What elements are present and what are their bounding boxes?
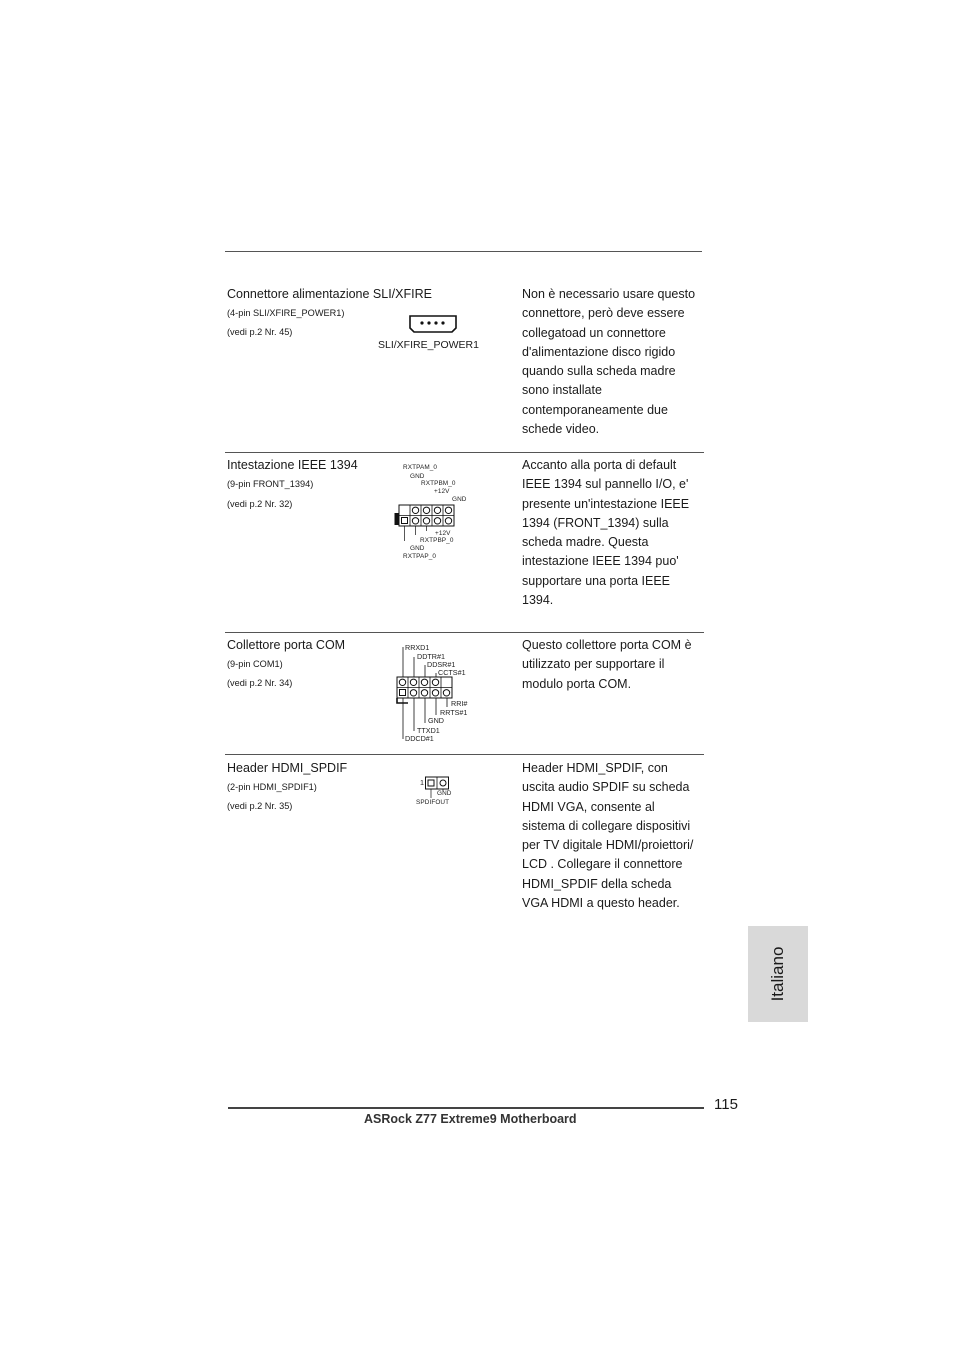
desc-line: d'alimentazione disco rigido [522, 344, 676, 359]
desc-line: sono installate [522, 383, 602, 398]
desc-line: utilizzato per supportare il [522, 657, 665, 672]
desc-line: modulo porta COM. [522, 676, 632, 691]
page-number: 115 [714, 1096, 738, 1113]
desc-line: schede video. [522, 422, 600, 437]
pin-label: GND [437, 790, 452, 797]
desc-line: Questo collettore porta COM è [522, 638, 692, 652]
desc-line: Accanto alla porta di default [522, 458, 677, 472]
section-title: Header HDMI_SPDIF [227, 761, 348, 775]
section-divider [225, 632, 704, 633]
pin-label: RXTPBM_0 [421, 480, 456, 487]
pin-label: +12V [435, 530, 451, 537]
page-reference: (vedi p.2 Nr. 35) [227, 801, 293, 811]
pin-one-marker: 1 [420, 778, 424, 787]
desc-line: VGA HDMI a questo header. [522, 896, 680, 911]
section-title: Connettore alimentazione SLI/XFIRE [227, 287, 432, 301]
desc-line: LCD . Collegare il connettore [522, 857, 683, 872]
pin-label: RXTPAP_0 [403, 553, 437, 560]
pin-label: RXTPBP_0 [420, 537, 454, 544]
section-title: Collettore porta COM [227, 638, 346, 652]
language-tab [748, 926, 808, 1022]
pin-label: RRI# [451, 699, 468, 708]
desc-line: HDMI VGA, consente al [522, 799, 655, 814]
desc-line: connettore, però deve essere [522, 306, 685, 321]
top-divider [225, 251, 702, 252]
pin-spec: (2-pin HDMI_SPDIF1) [227, 782, 317, 792]
pin-label: SPDIFOUT [416, 799, 450, 806]
desc-line: presente un'intestazione IEEE [522, 496, 690, 511]
pin-spec: (9-pin FRONT_1394) [227, 479, 314, 489]
desc-line: quando sulla scheda madre [522, 364, 676, 379]
desc-line: sistema di collegare dispositivi [522, 818, 691, 833]
pin-label: RRTS#1 [440, 708, 468, 717]
desc-line: Header HDMI_SPDIF, con [522, 761, 668, 775]
section-divider [225, 754, 704, 755]
desc-line: uscita audio SPDIF su scheda [522, 780, 690, 795]
desc-line: intestazione IEEE 1394 puo' [522, 554, 679, 569]
pin-label: +12V [434, 488, 450, 495]
pin-label: DDSR#1 [427, 660, 456, 669]
pin-label: GND [410, 473, 425, 480]
section-description [522, 759, 693, 913]
footer-divider [228, 1107, 704, 1109]
page-reference: (vedi p.2 Nr. 45) [227, 327, 293, 337]
desc-line: 1394 (FRONT_1394) sulla [522, 515, 669, 530]
pin-label: GND [452, 496, 467, 503]
desc-line: per TV digitale HDMI/proiettori/ [522, 838, 694, 853]
pin-label: RRXD1 [405, 643, 430, 652]
section-description [522, 285, 695, 439]
desc-line: HDMI_SPDIF della scheda [522, 876, 672, 891]
sli-power-connector-diagram [408, 314, 460, 334]
desc-line: Non è necessario usare questo [522, 287, 696, 301]
pin-label: TTXD1 [417, 726, 440, 735]
pin-label: CCTS#1 [438, 668, 466, 677]
pin-label: GND [428, 716, 444, 725]
pin-spec: (9-pin COM1) [227, 659, 283, 669]
section-divider [225, 452, 704, 453]
desc-line: supportare una porta IEEE [522, 573, 671, 588]
pin-label: DDTR#1 [417, 652, 445, 661]
desc-line: collegatoad un connettore [522, 325, 666, 340]
section-description [522, 456, 689, 610]
page-reference: (vedi p.2 Nr. 34) [227, 678, 293, 688]
desc-line: scheda madre. Questa [522, 535, 649, 550]
section-description [522, 636, 692, 694]
pin-label: DDCD#1 [405, 734, 434, 743]
footer-title: ASRock Z77 Extreme9 Motherboard [364, 1112, 577, 1126]
pin-spec: (4-pin SLI/XFIRE_POWER1) [227, 308, 345, 318]
connector-caption: SLI/XFIRE_POWER1 [378, 339, 479, 351]
desc-line: contemporaneamente due [522, 402, 668, 417]
desc-line: 1394. [522, 593, 554, 608]
section-title: Intestazione IEEE 1394 [227, 458, 358, 472]
language-tab-label: Italiano [768, 946, 787, 1002]
page-reference: (vedi p.2 Nr. 32) [227, 499, 293, 509]
desc-line: IEEE 1394 sul pannello I/O, e' [522, 477, 689, 492]
pin-label: GND [410, 545, 425, 552]
pin-label: RXTPAM_0 [403, 464, 438, 471]
